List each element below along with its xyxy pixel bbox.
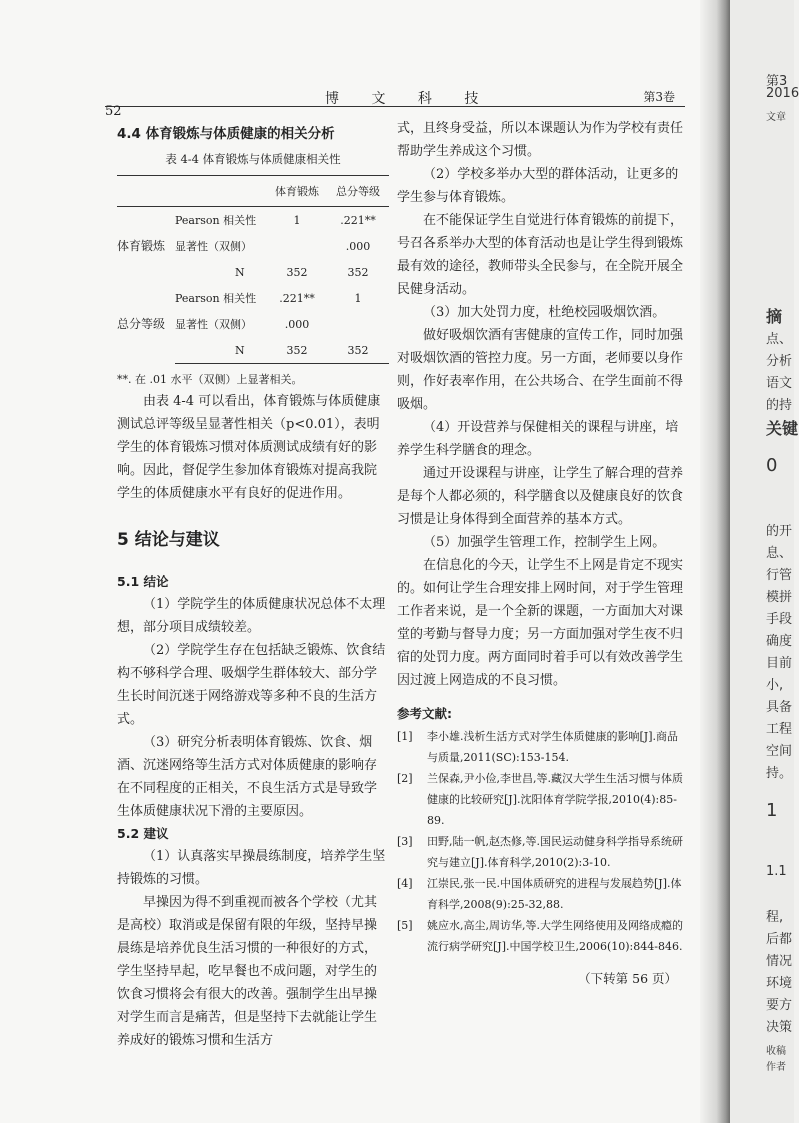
next-page-fragment: 摘: [766, 307, 783, 326]
next-page-fragment: 0: [766, 455, 778, 476]
next-page-fragment: 的开: [766, 524, 793, 539]
table-cell: .221**: [340, 213, 376, 227]
correlation-table: [117, 175, 389, 364]
next-page-fragment: 行管: [766, 568, 793, 583]
table-header-row: [117, 176, 389, 207]
references-title: 参考文献:: [397, 706, 452, 721]
book-spine-shadow: [700, 0, 730, 1123]
table-cell: .221**: [279, 291, 315, 305]
reference-item: [397, 831, 687, 873]
next-page-fragment: 语文: [766, 376, 793, 391]
subsection-5-1-title: 5.1 结论: [117, 574, 169, 589]
stat-label: N: [175, 337, 267, 364]
next-page-fragment: 作者: [766, 1062, 786, 1073]
next-page-fragment: 2016: [766, 86, 799, 101]
paragraph: 由表 4-4 可以看出，体育锻炼与体质健康测试总评等级呈显著性相关（p<0.01），表明学生的体育锻炼习惯对体质测试成绩有好的影响。因此，督促学生参加体育锻炼对提高我院学生的体质健康水平有良好的促进作用。: [117, 394, 381, 501]
next-page-fragment: 关键: [766, 419, 799, 438]
paragraph: 在信息化的今天，让学生不上网是肯定不现实的。如何让学生合理安排上网时间，对于学生管理工作者来说，是一个全新的课题，一方面加大对课堂的考勤与督导力度；另一方面加强对学生夜不归宿的处罚力度。两方面同时着手可以有效改善学生因过渡上网造成的不良习惯。: [397, 558, 684, 688]
reference-text: 李小雄.浅析生活方式对学生体质健康的影响[J].商品与质量,2011(SC):153-154.: [427, 730, 678, 764]
col-header: 总分等级: [327, 176, 389, 207]
table-row: [117, 285, 389, 311]
next-page-fragment: 确度: [766, 634, 793, 649]
next-page-fragment: 后都: [766, 932, 793, 947]
page-header: [105, 86, 685, 119]
table-caption: 表 4-4 体育锻炼与体质健康相关性: [165, 152, 341, 166]
paragraph: 在不能保证学生自觉进行体育锻炼的前提下，号召各系举办大型的体育活动也是让学生得到锻炼最有效的途径，教师带头全民参与，在全院开展全民健身活动。: [397, 213, 684, 297]
next-page-fragment: 点、: [766, 332, 793, 347]
reference-item: [397, 873, 687, 915]
table-cell: 352: [327, 337, 389, 364]
table-cell: 352: [267, 337, 327, 364]
next-page-fragment: 程,: [766, 910, 784, 925]
table-cell: [327, 311, 389, 337]
next-page-fragment: 分析: [766, 354, 793, 369]
reference-item: [397, 768, 687, 831]
left-column: [117, 122, 389, 1052]
next-page-fragment: 模拼: [766, 590, 793, 605]
next-page-fragment: 的持: [766, 398, 793, 413]
journal-name: 博 文 科 技: [325, 91, 493, 107]
next-page-fragment: 收稿: [766, 1046, 786, 1057]
reference-number: [2]: [397, 772, 413, 785]
reference-text: 田野,陆一帆,赵杰修,等.国民运动健身科学指导系统研究与建立[J].体育科学,2010(2):3-10.: [427, 835, 683, 869]
table-cell: 352: [286, 265, 308, 279]
suggestion-item: （3）加大处罚力度，杜绝校园吸烟饮酒。: [423, 305, 666, 320]
next-page-fragment: 空间: [766, 744, 793, 759]
reference-number: [1]: [397, 730, 413, 743]
next-page-fragment: 决策: [766, 1020, 793, 1035]
suggestion-item: （1）认真落实早操晨练制度，培养学生坚持锻炼的习惯。: [117, 849, 386, 887]
right-column: [397, 117, 687, 990]
stat-label: Pearson 相关性: [175, 213, 257, 227]
reference-item: [397, 726, 687, 768]
page-number: 52: [105, 104, 122, 119]
section-4-4-title: 4.4 体育锻炼与体质健康的相关分析: [117, 126, 335, 142]
stat-label: N: [235, 265, 245, 279]
subsection-5-2-title: 5.2 建议: [117, 826, 169, 841]
next-page-fragment: 手段: [766, 612, 793, 627]
table-cell: .000: [284, 317, 310, 331]
stat-label: Pearson 相关性: [175, 291, 257, 305]
group-label: 总分等级: [117, 316, 166, 331]
conclusion-item: （1）学院学生的体质健康状况总体不太理想，部分项目成绩较差。: [117, 597, 386, 635]
reference-item: [397, 915, 687, 957]
next-page-fragment: 文章: [766, 112, 786, 123]
col-header: 体育锻炼: [267, 176, 327, 207]
reference-text: 江崇民,张一民.中国体质研究的进程与发展趋势[J].体育科学,2008(9):25-32,88.: [427, 877, 682, 911]
next-page-fragment: 具备: [766, 700, 793, 715]
suggestion-item: （4）开设营养与保健相关的课程与讲座，培养学生科学膳食的理念。: [397, 420, 679, 458]
next-page-fragment: 1.1: [766, 864, 787, 879]
next-page-fragment: 持。: [766, 766, 793, 781]
table-cell: [267, 233, 327, 259]
next-page-fragment: 工程: [766, 722, 793, 737]
table-cell: 1: [293, 213, 301, 227]
paragraph: 式，且终身受益，所以本课题认为作为学校有责任帮助学生养成这个习惯。: [397, 121, 684, 159]
stat-label: 显著性（双侧）: [175, 239, 252, 253]
next-page-fragment: 小,: [766, 678, 784, 693]
table-cell: 1: [354, 291, 362, 305]
section-5-title: 5 结论与建议: [117, 530, 220, 550]
paragraph: 通过开设课程与讲座，让学生了解合理的营养是每个人都必须的，科学膳食以及健康良好的饮食习惯是让身体得到全面营养的基本方式。: [397, 466, 684, 527]
next-page-fragment: 目前: [766, 656, 793, 671]
next-page-fragment: 情况: [766, 954, 793, 969]
paragraph: 早操因为得不到重视而被各个学校（尤其是高校）取消或是保留有限的年级，坚持早操晨练是培养优良生活习惯的一种很好的方式，学生坚持早起，吃早餐也不成问题，对学生的饮食习惯将会有很大的改善。强制学生出早操对学生而言是痛苦，但是坚持下去就能让学生养成好的锻炼习惯和生活方: [117, 895, 378, 1048]
table-cell: .000: [345, 239, 371, 253]
reference-number: [3]: [397, 835, 413, 848]
stat-label: 显著性（双侧）: [175, 317, 252, 331]
table-cell: 352: [347, 265, 369, 279]
conclusion-item: （3）研究分析表明体育锻炼、饮食、烟酒、沉迷网络等生活方式对体质健康的影响存在不同程度的正相关，不良生活方式是导致学生体质健康状况下滑的主要原因。: [117, 735, 378, 819]
next-page-fragment: 环境: [766, 976, 793, 991]
volume-label: 第3卷: [643, 90, 675, 104]
reference-number: [5]: [397, 919, 413, 932]
next-page-fragment: 第3: [766, 74, 788, 89]
reference-text: 姚应水,高尘,周访华,等.大学生网络使用及网络成瘾的流行病学研究[J].中国学校卫生,2006(10):844-846.: [427, 919, 683, 953]
next-page-edge: [730, 0, 799, 1123]
reference-text: 兰保森,尹小俭,李世昌,等.藏汉大学生生活习惯与体质健康的比较研究[J].沈阳体育学院学报,2010(4):85-89.: [427, 772, 683, 827]
suggestion-item: （2）学校多举办大型的群体活动，让更多的学生参与体育锻炼。: [397, 167, 679, 205]
conclusion-item: （2）学院学生存在包括缺乏锻炼、饮食结构不够科学合理、吸烟学生群体较大、部分学生长时间沉迷于网络游戏等多种不良的生活方式。: [117, 643, 386, 727]
paragraph: 做好吸烟饮酒有害健康的宣传工作，同时加强对吸烟饮酒的管控力度。另一方面，老师要以身作则，作好表率作用，在公共场合、在学生面前不得吸烟。: [397, 328, 684, 412]
reference-number: [4]: [397, 877, 413, 890]
continued-note: （下转第 56 页）: [578, 971, 677, 986]
next-page-fragment: 要方: [766, 998, 793, 1013]
table-note: **. 在 .01 水平（双侧）上显著相关。: [117, 373, 303, 386]
next-page-fragment: 息、: [766, 546, 793, 561]
group-label: 体育锻炼: [117, 238, 166, 253]
suggestion-item: （5）加强学生管理工作，控制学生上网。: [423, 535, 666, 550]
table-row: [117, 207, 389, 234]
next-page-fragment: 1: [766, 800, 778, 821]
